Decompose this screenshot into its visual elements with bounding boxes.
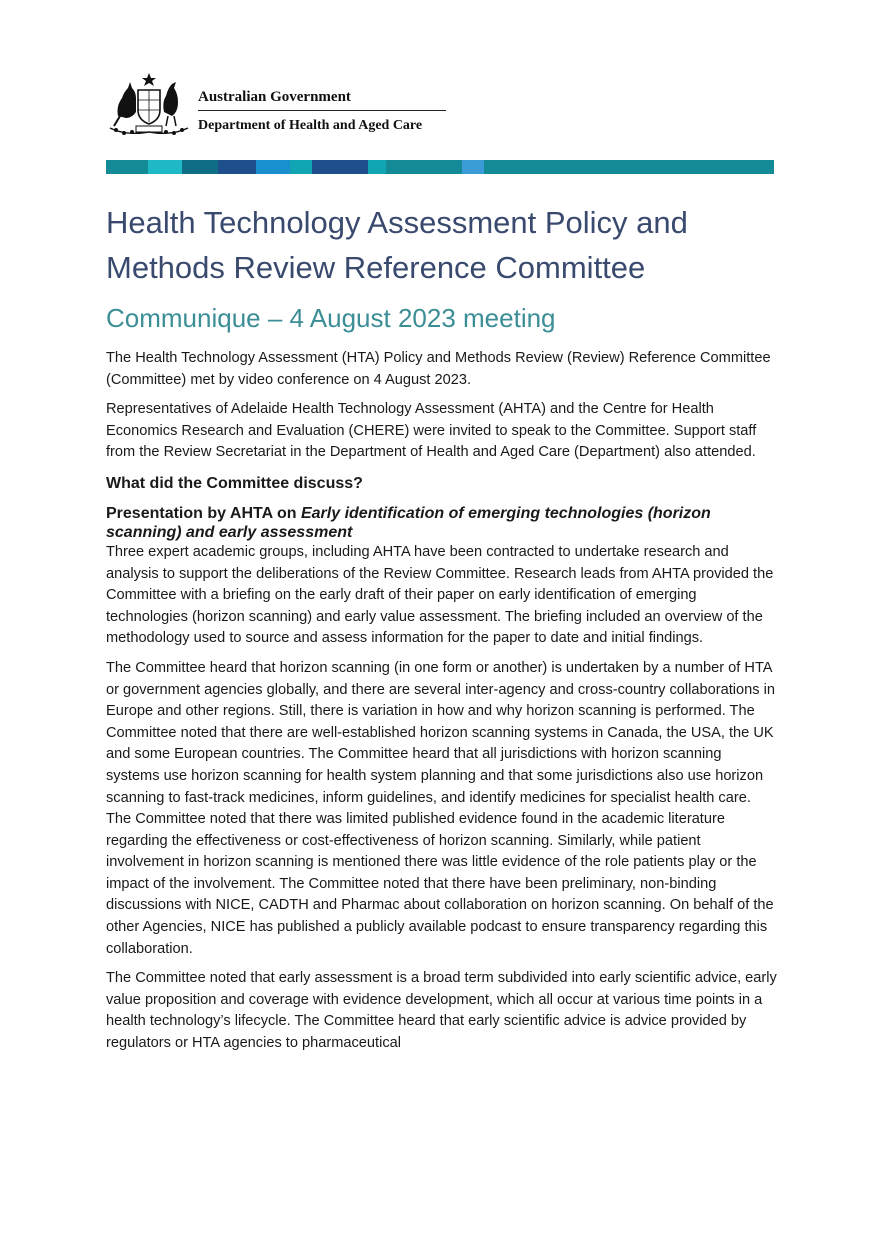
subsection-heading: [106, 504, 778, 542]
color-bar-segment: [256, 160, 290, 174]
document-body: [106, 348, 778, 1063]
decorative-color-bar: [106, 160, 774, 174]
coat-of-arms-icon: [106, 72, 192, 138]
section-heading: What did the Committee discuss?: [106, 474, 363, 492]
page-title: Health Technology Assessment Policy and Methods Review Reference Committee: [106, 205, 688, 285]
color-bar-segment: [312, 160, 368, 174]
subsection-heading-prefix: Presentation by AHTA on: [106, 504, 301, 522]
color-bar-segment: [484, 160, 774, 174]
color-bar-segment: [218, 160, 256, 174]
intro-paragraph-1: The Health Technology Assessment (HTA) Policy and Methods Review (Review) Reference Committee (Committee) met by video conference on 4 August 2023.: [106, 350, 771, 388]
page-subtitle: Communique – 4 August 2023 meeting: [106, 303, 556, 333]
color-bar-segment: [290, 160, 312, 174]
subsection-heading-italic: Early identification of emerging technologies (horizon scanning) and early assessment: [106, 504, 711, 541]
color-bar-segment: [148, 160, 182, 174]
color-bar-segment: [106, 160, 148, 174]
color-bar-segment: [386, 160, 462, 174]
color-bar-segment: [182, 160, 218, 174]
color-bar-segment: [462, 160, 484, 174]
organisation-name: [198, 88, 446, 135]
department-name: Department of Health and Aged Care: [198, 118, 423, 133]
color-bar-segment: [368, 160, 386, 174]
government-logo-block: [106, 70, 446, 140]
body-paragraph-1: Three expert academic groups, including AHTA have been contracted to undertake research and analysis to support the deliberations of the Review Committee. Research leads from AHTA provided the Committee with a briefing on the early draft of their paper on early identification of emerging technologies (horizon scanning) and early value assessment. The briefing included an overview of the methodology used to source and assess information for the paper to date and initial findings.: [106, 543, 774, 647]
government-name: Australian Government: [198, 88, 446, 111]
body-paragraph-2: The Committee heard that horizon scanning (in one form or another) is undertaken by a number of HTA or government agencies globally, and there are several inter-agency and cross-country collaborations in Europe and other regions. Still, there is variation in how and why horizon scanning is performed. The Committee noted that there are well-established horizon scanning systems in Canada, the USA, the UK and some European countries. The Committee heard that all jurisdictions with horizon scanning systems use horizon scanning for health system planning and that some jurisdictions also use horizon scanning to fast-track medicines, inform guidelines, and identify medicines for specialist health care. The Committee noted that there was limited published evidence found in the academic literature regarding the effectiveness or cost-effectiveness of horizon scanning. Similarly, while patient involvement in horizon scanning is mentioned there was little evidence of the role patients play or the impact of the involvement. The Committee noted that there have been preliminary, non-binding discussions with NICE, CADTH and Pharmac about collaboration on horizon scanning. On behalf of the other Agencies, NICE has published a publicly available podcast to ensure transparency regarding this collaboration.: [106, 659, 775, 957]
body-paragraph-3: The Committee noted that early assessment is a broad term subdivided into early scientific advice, early value proposition and coverage with evidence development, which all occur at various time points in a health technology’s lifecycle. The Committee heard that early scientific advice is advice provided by regulators or HTA agencies to pharmaceutical: [106, 970, 777, 1052]
intro-paragraph-2: Representatives of Adelaide Health Technology Assessment (AHTA) and the Centre for Health Economics Research and Evaluation (CHERE) were invited to speak to the Committee. Support staff from the Review Secretariat in the Department of Health and Aged Care (Department) also attended.: [106, 401, 757, 461]
